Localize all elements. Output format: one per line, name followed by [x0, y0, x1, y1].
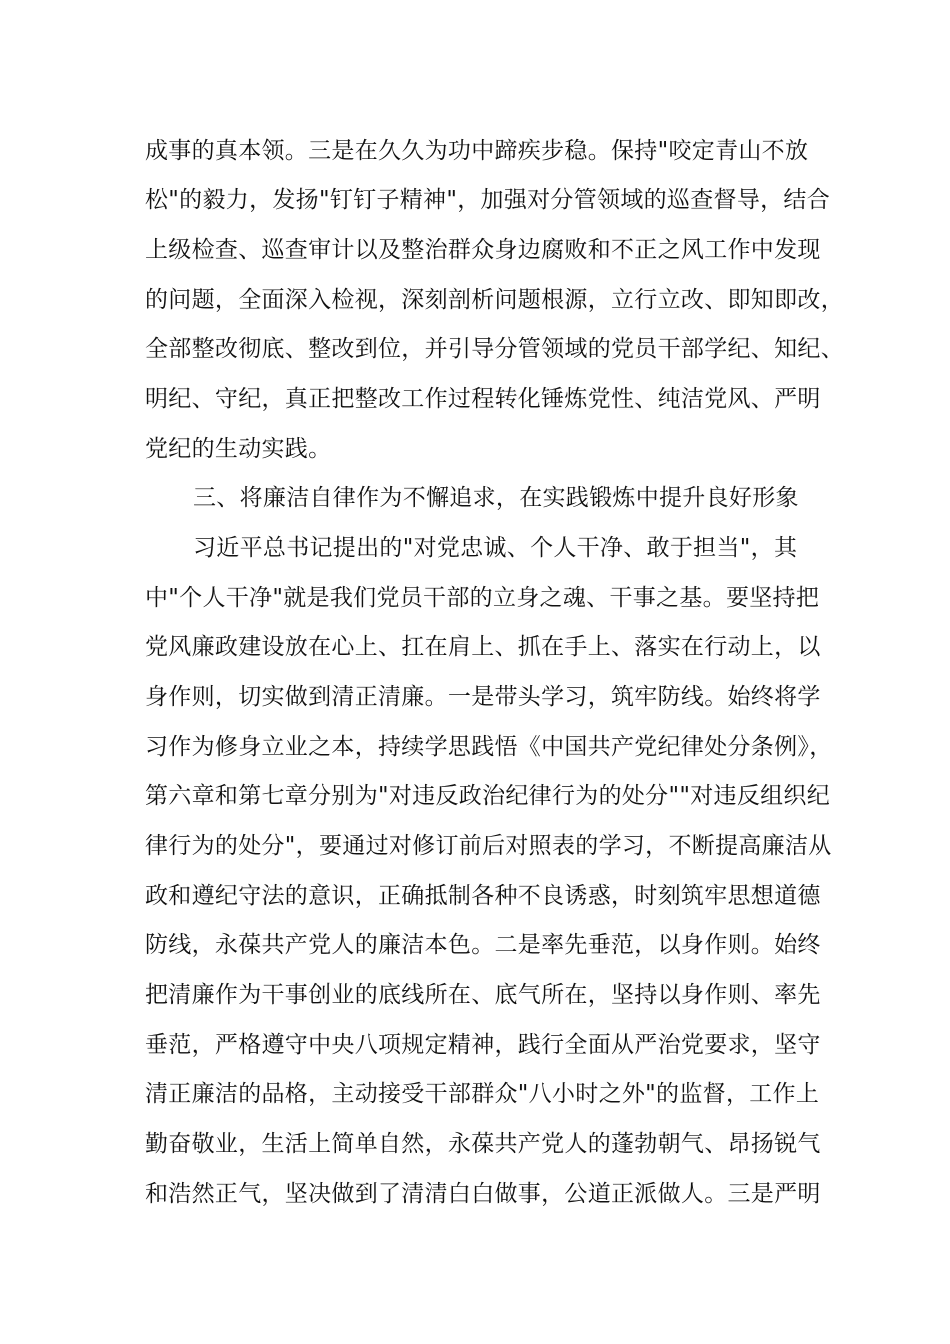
- text-line: 习作为修身立业之本，持续学思践悟《中国共产党纪律处分条例》，: [145, 734, 833, 760]
- text-line: 明纪、守纪，真正把整改工作过程转化锤炼党性、纯洁党风、严明: [145, 386, 821, 412]
- text-line: 的问题，全面深入检视，深刻剖析问题根源，立行立改、即知即改，: [145, 287, 844, 313]
- text-line: 政和遵纪守法的意识，正确抵制各种不良诱惑，时刻筑牢思想道德: [145, 883, 821, 909]
- text-line: 第六章和第七章分别为"对违反政治纪律行为的处分""对违反组织纪: [145, 783, 831, 809]
- paragraph-first-line: 习近平总书记提出的"对党忠诚、个人干净、敢于担当"，其: [193, 535, 798, 561]
- text-line: 上级检查、巡查审计以及整治群众身边腐败和不正之风工作中发现: [145, 237, 821, 263]
- text-line: 党风廉政建设放在心上、扛在肩上、抓在手上、落实在行动上，以: [145, 634, 821, 660]
- text-line: 和浩然正气，坚决做到了清清白白做事，公道正派做人。三是严明: [145, 1181, 821, 1207]
- text-line: 党纪的生动实践。: [145, 436, 332, 462]
- text-line: 中"个人干净"就是我们党员干部的立身之魂、干事之基。要坚持把: [145, 585, 820, 611]
- text-line: 勤奋敬业，生活上简单自然，永葆共产党人的蓬勃朝气、昂扬锐气: [145, 1131, 821, 1157]
- text-line: 全部整改彻底、整改到位，并引导分管领域的党员干部学纪、知纪、: [145, 336, 844, 362]
- text-line: 垂范，严格遵守中央八项规定精神，践行全面从严治党要求，坚守: [145, 1032, 821, 1058]
- text-line: 把清廉作为干事创业的底线所在、底气所在，坚持以身作则、率先: [145, 982, 821, 1008]
- text-line: 防线，永葆共产党人的廉洁本色。二是率先垂范，以身作则。始终: [145, 932, 821, 958]
- text-line: 清正廉洁的品格，主动接受干部群众"八小时之外"的监督，工作上: [145, 1081, 820, 1107]
- text-line: 成事的真本领。三是在久久为功中蹄疾步稳。保持"咬定青山不放: [145, 138, 809, 164]
- text-line: 松"的毅力，发扬"钉钉子精神"，加强对分管领域的巡查督导，结合: [145, 187, 831, 213]
- text-line: 律行为的处分"，要通过对修订前后对照表的学习，不断提高廉洁从: [145, 833, 832, 859]
- text-line: 身作则，切实做到清正清廉。一是带头学习，筑牢防线。始终将学: [145, 684, 821, 710]
- section-heading: 三、将廉洁自律作为不懈追求，在实践锻炼中提升良好形象: [193, 485, 799, 511]
